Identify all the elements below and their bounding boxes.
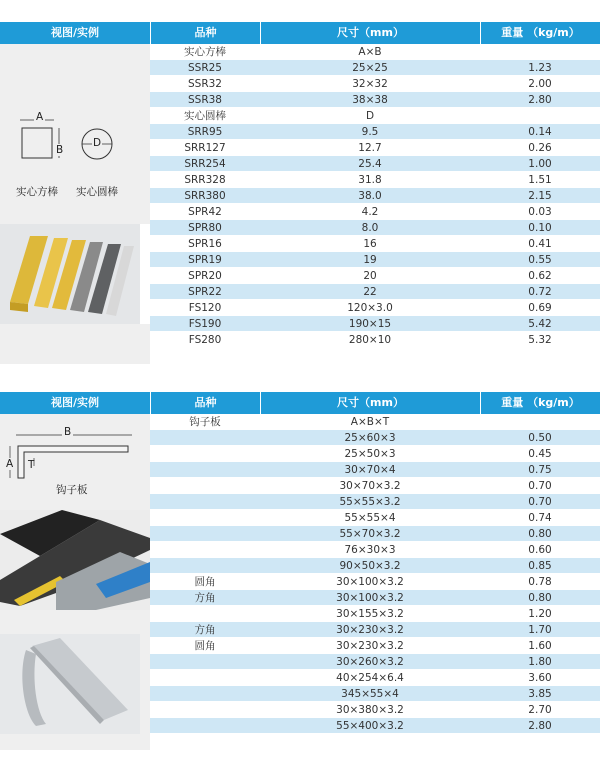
- table-row: [150, 702, 600, 718]
- cell-size: 16: [363, 238, 377, 250]
- view-panel-1: [0, 44, 150, 364]
- cell-size: 19: [363, 254, 377, 266]
- cell-size: 120×3.0: [347, 302, 393, 314]
- cell-weight: 2.15: [528, 190, 552, 202]
- cell-weight: 0.80: [528, 592, 552, 604]
- cell-weight: 2.00: [528, 78, 552, 90]
- cell-size: 280×10: [348, 334, 392, 346]
- table-row: [150, 558, 600, 574]
- cell-weight: [480, 414, 600, 430]
- header-size: 尺寸（mm）: [260, 22, 480, 44]
- cell-type: [150, 654, 260, 670]
- cell-type: SSR25: [188, 62, 222, 74]
- table-row: [150, 156, 600, 172]
- cell-type: [150, 686, 260, 702]
- cell-size: 30×70×4: [344, 464, 396, 476]
- table-row: [150, 414, 600, 430]
- table-row: [150, 140, 600, 156]
- header-view: 视图/实例: [0, 392, 150, 414]
- cell-weight: [480, 108, 600, 124]
- table-row: [150, 124, 600, 140]
- cell-size: 20: [363, 270, 377, 282]
- cell-weight: 0.03: [528, 206, 552, 218]
- cell-weight: 1.00: [528, 158, 552, 170]
- cross-section-diagram: [0, 108, 150, 188]
- hook-plate-label: 钩子板: [56, 484, 88, 496]
- table-row: [150, 300, 600, 316]
- cell-weight: 1.23: [528, 62, 552, 74]
- cell-weight: 0.55: [528, 254, 552, 266]
- cell-size: 345×55×4: [341, 688, 399, 700]
- cell-type: 圆角: [194, 640, 216, 652]
- table-row: [150, 510, 600, 526]
- cell-weight: [480, 44, 600, 60]
- cell-type: SSR38: [188, 94, 222, 106]
- cell-size: 55×55×4: [344, 512, 396, 524]
- cell-size: 30×380×3.2: [336, 704, 404, 716]
- cell-size: D: [365, 110, 375, 122]
- cell-size: 31.8: [358, 174, 382, 186]
- cell-weight: 1.70: [528, 624, 552, 636]
- cell-weight: 0.14: [528, 126, 552, 138]
- cell-size: 25×25: [352, 62, 388, 74]
- cell-weight: 1.80: [528, 656, 552, 668]
- table-row: [150, 188, 600, 204]
- cell-type: SPR16: [188, 238, 222, 250]
- cell-type: SRR127: [184, 142, 226, 154]
- cell-weight: 0.10: [528, 222, 552, 234]
- cell-type: SSR32: [188, 78, 222, 90]
- cell-type: 方角: [194, 592, 216, 604]
- cell-size: 30×70×3.2: [339, 480, 401, 492]
- header-weight: 重量 （kg/m）: [480, 22, 600, 44]
- cell-size: 4.2: [361, 206, 379, 218]
- cell-type: [150, 606, 260, 622]
- cell-size: 9.5: [361, 126, 379, 138]
- cell-weight: 0.50: [528, 432, 552, 444]
- header-type: 品种: [150, 22, 260, 44]
- cell-size: 8.0: [361, 222, 379, 234]
- cell-type: SRR95: [187, 126, 223, 138]
- cell-size: 32×32: [352, 78, 388, 90]
- cell-weight: 0.80: [528, 528, 552, 540]
- table-row: [150, 204, 600, 220]
- table-row: [150, 654, 600, 670]
- dim-a-label: A: [6, 458, 14, 470]
- cell-weight: 2.80: [528, 720, 552, 732]
- header-weight: 重量 （kg/m）: [480, 392, 600, 414]
- cell-size: A×B: [358, 46, 382, 58]
- cell-type: SPR42: [188, 206, 222, 218]
- cell-size: A×B×T: [350, 416, 390, 428]
- cell-type: SRR380: [184, 190, 226, 202]
- header-size: 尺寸（mm）: [260, 392, 480, 414]
- table-row: [150, 60, 600, 76]
- cell-size: 90×50×3.2: [339, 560, 401, 572]
- cell-type: [150, 494, 260, 510]
- cell-type: 方角: [194, 624, 216, 636]
- cell-size: 30×100×3.2: [336, 592, 404, 604]
- cell-size: 25×60×3: [344, 432, 396, 444]
- cell-weight: 0.85: [528, 560, 552, 572]
- cell-size: 38×38: [352, 94, 388, 106]
- cell-type: [150, 558, 260, 574]
- cell-weight: 1.51: [528, 174, 552, 186]
- round-rod-label: 实心圆棒: [76, 186, 118, 198]
- table-row: [150, 718, 600, 734]
- cell-size: 30×230×3.2: [336, 640, 404, 652]
- table-row: [150, 686, 600, 702]
- cell-weight: 1.60: [528, 640, 552, 652]
- cell-type: [150, 542, 260, 558]
- cell-type: FS280: [188, 334, 222, 346]
- hook-plate-diagram: [0, 418, 150, 488]
- cell-type: SRR254: [184, 158, 226, 170]
- cell-weight: 5.42: [528, 318, 552, 330]
- cell-type: 实心方棒: [184, 46, 226, 58]
- table-row: [150, 44, 600, 60]
- cell-size: 38.0: [358, 190, 382, 202]
- table-row: [150, 526, 600, 542]
- cell-weight: 3.85: [528, 688, 552, 700]
- row-separator: [150, 733, 600, 734]
- cell-size: 22: [363, 286, 377, 298]
- cell-weight: 0.62: [528, 270, 552, 282]
- cell-weight: 0.74: [528, 512, 552, 524]
- cell-size: 25.4: [358, 158, 382, 170]
- table-row: [150, 316, 600, 332]
- cell-size: 12.7: [358, 142, 382, 154]
- cell-weight: 2.70: [528, 704, 552, 716]
- cell-type: [150, 702, 260, 718]
- cell-type: [150, 462, 260, 478]
- table-row: [150, 494, 600, 510]
- dim-d-label: D: [93, 137, 102, 149]
- cell-size: 25×50×3: [344, 448, 396, 460]
- table-row: [150, 590, 600, 606]
- cell-type: [150, 718, 260, 734]
- cell-type: FS120: [188, 302, 222, 314]
- table-row: [150, 574, 600, 590]
- table-row: [150, 76, 600, 92]
- cell-weight: 5.32: [528, 334, 552, 346]
- table-row: [150, 172, 600, 188]
- cell-type: [150, 526, 260, 542]
- row-separator: [150, 347, 600, 348]
- header-view: 视图/实例: [0, 22, 150, 44]
- cell-size: 55×400×3.2: [336, 720, 404, 732]
- table-row: [150, 236, 600, 252]
- cell-type: SPR80: [188, 222, 222, 234]
- cell-size: 30×230×3.2: [336, 624, 404, 636]
- table-row: [150, 606, 600, 622]
- table-row: [150, 92, 600, 108]
- cell-weight: 1.20: [528, 608, 552, 620]
- table-section-2: [0, 392, 600, 752]
- cell-weight: 0.78: [528, 576, 552, 588]
- table-row: [150, 220, 600, 236]
- table-row: [150, 252, 600, 268]
- table-row: [150, 622, 600, 638]
- dim-b-label: B: [56, 144, 64, 156]
- table-row: [150, 268, 600, 284]
- view-panel-2: [0, 414, 150, 750]
- cell-size: 40×254×6.4: [336, 672, 404, 684]
- cell-size: 190×15: [348, 318, 392, 330]
- table-row: [150, 430, 600, 446]
- cell-type: [150, 430, 260, 446]
- cell-weight: 3.60: [528, 672, 552, 684]
- cell-type: 实心圆棒: [184, 110, 226, 122]
- table-row: [150, 638, 600, 654]
- cell-weight: 0.70: [528, 480, 552, 492]
- cell-weight: 0.60: [528, 544, 552, 556]
- table-row: [150, 108, 600, 124]
- header-type: 品种: [150, 392, 260, 414]
- cell-size: 55×70×3.2: [339, 528, 401, 540]
- hook-plate-photo-1: [0, 510, 150, 610]
- cell-type: [150, 446, 260, 462]
- hook-plate-photo-2: [0, 634, 150, 734]
- cell-size: 30×100×3.2: [336, 576, 404, 588]
- cell-type: [150, 670, 260, 686]
- cell-weight: 0.75: [528, 464, 552, 476]
- cell-type: [150, 510, 260, 526]
- cell-type: FS190: [188, 318, 222, 330]
- cell-size: 55×55×3.2: [339, 496, 401, 508]
- cell-type: 钩子板: [189, 416, 221, 428]
- cell-type: SPR22: [188, 286, 222, 298]
- dim-a-label: A: [36, 111, 44, 123]
- table-row: [150, 462, 600, 478]
- cell-weight: 0.45: [528, 448, 552, 460]
- rod-photo: [0, 224, 150, 324]
- cell-type: SPR20: [188, 270, 222, 282]
- table-row: [150, 542, 600, 558]
- table-row: [150, 284, 600, 300]
- cell-weight: 0.69: [528, 302, 552, 314]
- cell-weight: 0.72: [528, 286, 552, 298]
- cell-size: 76×30×3: [344, 544, 396, 556]
- cell-type: SPR19: [188, 254, 222, 266]
- cell-type: 圆角: [194, 576, 216, 588]
- cell-type: SRR328: [184, 174, 226, 186]
- cell-weight: 0.70: [528, 496, 552, 508]
- table-row: [150, 332, 600, 348]
- cell-size: 30×260×3.2: [336, 656, 404, 668]
- table-row: [150, 446, 600, 462]
- table-row: [150, 670, 600, 686]
- square-rod-label: 实心方棒: [16, 186, 58, 198]
- cell-size: 30×155×3.2: [336, 608, 404, 620]
- dim-b-label: B: [64, 426, 72, 438]
- dim-t-label: T: [28, 459, 35, 471]
- cell-weight: 0.26: [528, 142, 552, 154]
- cell-weight: 0.41: [528, 238, 552, 250]
- table-row: [150, 478, 600, 494]
- cell-weight: 2.80: [528, 94, 552, 106]
- table-section-1: [0, 22, 600, 364]
- cell-type: [150, 478, 260, 494]
